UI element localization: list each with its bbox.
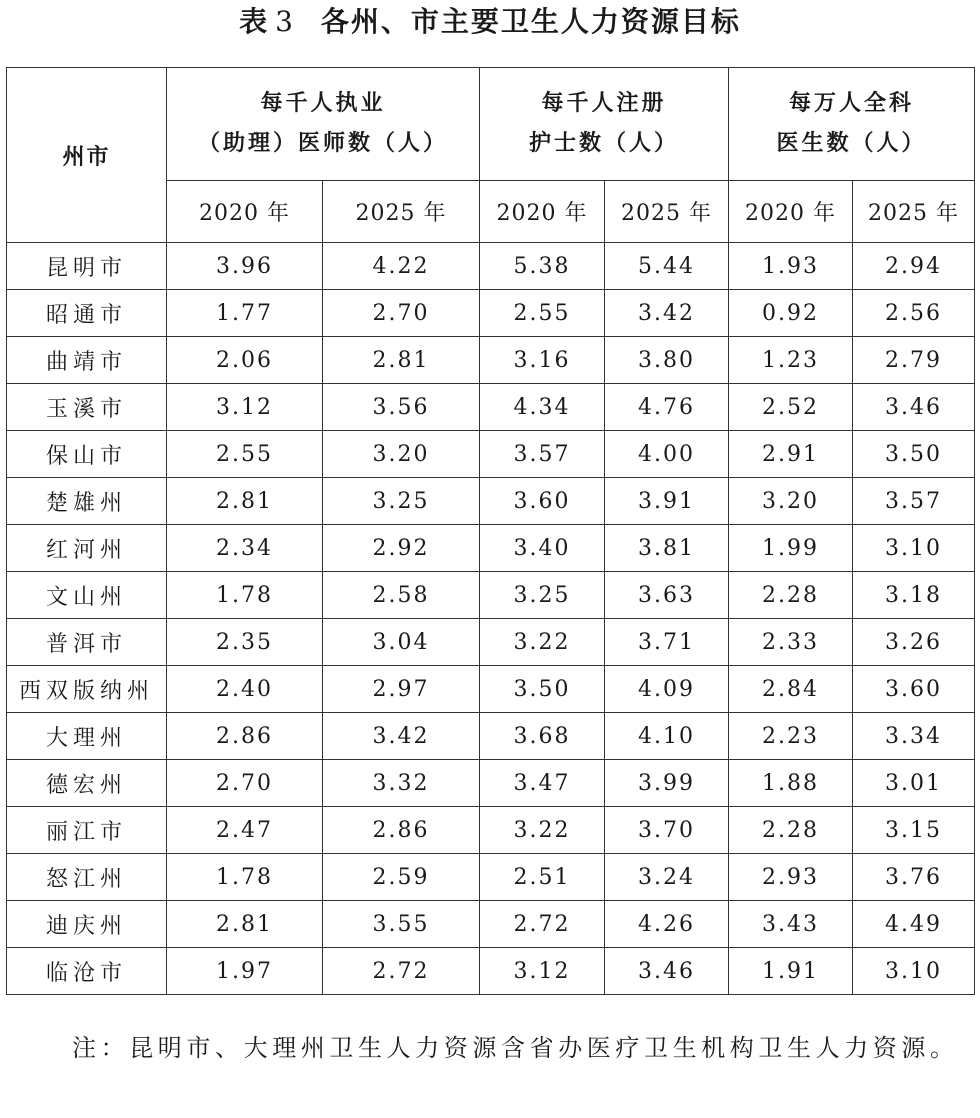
city-cell: 临沧市 [7, 948, 167, 995]
value-cell: 3.42 [323, 713, 480, 760]
table-title [0, 0, 980, 44]
value-cell: 3.16 [480, 337, 605, 384]
value-cell: 3.20 [323, 431, 480, 478]
value-cell: 2.81 [167, 901, 323, 948]
table-note: 注：昆明市、大理州卫生人力资源含省办医疗卫生机构卫生人力资源。 [72, 1034, 959, 1062]
value-cell: 4.76 [605, 384, 729, 431]
value-cell: 3.22 [480, 807, 605, 854]
table-row [7, 572, 975, 619]
table-body [7, 243, 975, 995]
value-cell: 2.72 [480, 901, 605, 948]
value-cell: 2.28 [729, 572, 853, 619]
value-cell: 2.23 [729, 713, 853, 760]
value-cell: 2.72 [323, 948, 480, 995]
city-cell: 昆明市 [7, 243, 167, 290]
value-cell: 2.81 [167, 478, 323, 525]
value-cell: 2.81 [323, 337, 480, 384]
value-cell: 3.99 [605, 760, 729, 807]
value-cell: 1.91 [729, 948, 853, 995]
value-cell: 3.76 [853, 854, 975, 901]
table-row [7, 854, 975, 901]
value-cell: 2.70 [323, 290, 480, 337]
value-cell: 0.92 [729, 290, 853, 337]
city-cell: 保山市 [7, 431, 167, 478]
value-cell: 3.26 [853, 619, 975, 666]
value-cell: 3.46 [853, 384, 975, 431]
value-cell: 4.10 [605, 713, 729, 760]
value-cell: 2.56 [853, 290, 975, 337]
value-cell: 4.26 [605, 901, 729, 948]
value-cell: 2.91 [729, 431, 853, 478]
value-cell: 2.47 [167, 807, 323, 854]
value-cell: 2.59 [323, 854, 480, 901]
table-row [7, 901, 975, 948]
value-cell: 3.20 [729, 478, 853, 525]
value-cell: 3.81 [605, 525, 729, 572]
city-cell: 西双版纳州 [7, 666, 167, 713]
value-cell: 2.35 [167, 619, 323, 666]
value-cell: 3.01 [853, 760, 975, 807]
value-cell: 2.58 [323, 572, 480, 619]
header-year: 2025 年 [853, 181, 975, 243]
value-cell: 1.78 [167, 854, 323, 901]
city-cell: 迪庆州 [7, 901, 167, 948]
value-cell: 4.22 [323, 243, 480, 290]
value-cell: 2.55 [480, 290, 605, 337]
value-cell: 5.38 [480, 243, 605, 290]
value-cell: 2.51 [480, 854, 605, 901]
value-cell: 3.40 [480, 525, 605, 572]
value-cell: 3.50 [480, 666, 605, 713]
value-cell: 2.70 [167, 760, 323, 807]
city-cell: 曲靖市 [7, 337, 167, 384]
title-text: 各州、市主要卫生人力资源目标 [320, 5, 741, 38]
value-cell: 3.50 [853, 431, 975, 478]
value-cell: 3.24 [605, 854, 729, 901]
value-cell: 3.60 [480, 478, 605, 525]
value-cell: 3.56 [323, 384, 480, 431]
table-row [7, 478, 975, 525]
value-cell: 2.93 [729, 854, 853, 901]
value-cell: 1.78 [167, 572, 323, 619]
value-cell: 4.49 [853, 901, 975, 948]
value-cell: 4.00 [605, 431, 729, 478]
header-year: 2020 年 [167, 181, 323, 243]
city-cell: 德宏州 [7, 760, 167, 807]
value-cell: 3.25 [323, 478, 480, 525]
table-row [7, 807, 975, 854]
value-cell: 1.77 [167, 290, 323, 337]
value-cell: 5.44 [605, 243, 729, 290]
value-cell: 2.92 [323, 525, 480, 572]
value-cell: 4.34 [480, 384, 605, 431]
table-row [7, 337, 975, 384]
header-year: 2025 年 [323, 181, 480, 243]
value-cell: 3.96 [167, 243, 323, 290]
value-cell: 2.94 [853, 243, 975, 290]
value-cell: 3.12 [167, 384, 323, 431]
header-nurses: 每千人注册 护士数（人） [480, 68, 729, 181]
value-cell: 2.40 [167, 666, 323, 713]
value-cell: 3.55 [323, 901, 480, 948]
table-row [7, 713, 975, 760]
value-cell: 3.68 [480, 713, 605, 760]
value-cell: 2.33 [729, 619, 853, 666]
table-row [7, 619, 975, 666]
table-row [7, 431, 975, 478]
value-cell: 1.93 [729, 243, 853, 290]
table-row [7, 243, 975, 290]
table-row [7, 948, 975, 995]
city-cell: 文山州 [7, 572, 167, 619]
city-cell: 丽江市 [7, 807, 167, 854]
value-cell: 1.99 [729, 525, 853, 572]
value-cell: 3.18 [853, 572, 975, 619]
value-cell: 2.86 [323, 807, 480, 854]
value-cell: 3.57 [853, 478, 975, 525]
value-cell: 2.06 [167, 337, 323, 384]
city-cell: 玉溪市 [7, 384, 167, 431]
value-cell: 3.60 [853, 666, 975, 713]
city-cell: 红河州 [7, 525, 167, 572]
value-cell: 3.47 [480, 760, 605, 807]
city-cell: 楚雄州 [7, 478, 167, 525]
value-cell: 2.55 [167, 431, 323, 478]
header-year: 2020 年 [480, 181, 605, 243]
data-table [6, 67, 975, 995]
header-year: 2025 年 [605, 181, 729, 243]
city-cell: 怒江州 [7, 854, 167, 901]
value-cell: 3.63 [605, 572, 729, 619]
value-cell: 3.70 [605, 807, 729, 854]
value-cell: 3.25 [480, 572, 605, 619]
table-row [7, 290, 975, 337]
value-cell: 2.84 [729, 666, 853, 713]
value-cell: 3.04 [323, 619, 480, 666]
value-cell: 3.22 [480, 619, 605, 666]
table-row [7, 384, 975, 431]
value-cell: 3.32 [323, 760, 480, 807]
table-row [7, 666, 975, 713]
value-cell: 1.97 [167, 948, 323, 995]
value-cell: 3.80 [605, 337, 729, 384]
header-gp: 每万人全科 医生数（人） [729, 68, 975, 181]
table-row [7, 525, 975, 572]
value-cell: 3.15 [853, 807, 975, 854]
value-cell: 2.28 [729, 807, 853, 854]
header-city: 州市 [7, 68, 167, 243]
value-cell: 3.46 [605, 948, 729, 995]
value-cell: 2.97 [323, 666, 480, 713]
title-number: 3 [275, 5, 295, 38]
value-cell: 2.34 [167, 525, 323, 572]
value-cell: 2.79 [853, 337, 975, 384]
city-cell: 普洱市 [7, 619, 167, 666]
value-cell: 3.43 [729, 901, 853, 948]
value-cell: 3.10 [853, 525, 975, 572]
header-year: 2020 年 [729, 181, 853, 243]
value-cell: 2.86 [167, 713, 323, 760]
value-cell: 3.34 [853, 713, 975, 760]
value-cell: 3.91 [605, 478, 729, 525]
value-cell: 1.88 [729, 760, 853, 807]
value-cell: 3.42 [605, 290, 729, 337]
header-doctors: 每千人执业 （助理）医师数（人） [167, 68, 480, 181]
value-cell: 4.09 [605, 666, 729, 713]
city-cell: 大理州 [7, 713, 167, 760]
value-cell: 3.71 [605, 619, 729, 666]
value-cell: 3.57 [480, 431, 605, 478]
value-cell: 3.10 [853, 948, 975, 995]
value-cell: 2.52 [729, 384, 853, 431]
table-row [7, 760, 975, 807]
value-cell: 1.23 [729, 337, 853, 384]
value-cell: 3.12 [480, 948, 605, 995]
title-prefix: 表 [239, 5, 270, 38]
city-cell: 昭通市 [7, 290, 167, 337]
